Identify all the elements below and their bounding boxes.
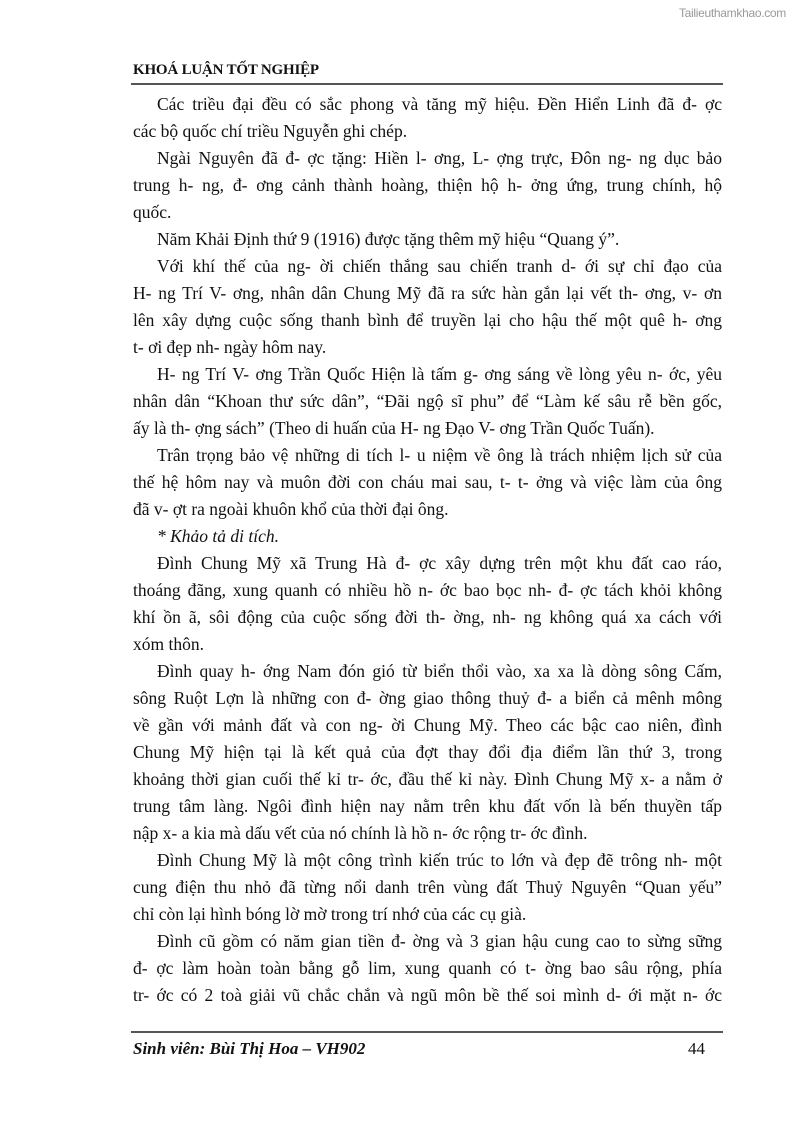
text-line: thoáng đãng, xung quanh có nhiều hồ n- ớc bao bọc nh- đ- ợc tách khỏi không xyxy=(133,580,722,600)
text-line: Các triều đại đều có sắc phong và tăng mỹ hiệu. Đền Hiển Linh đã đ- ợc xyxy=(157,94,722,114)
text-line: thế hệ hôm nay và muôn đời con cháu mai sau, t- t- ởng và việc làm của ông xyxy=(133,472,722,492)
footer-divider xyxy=(131,1031,723,1033)
text-line: Đình quay h- ớng Nam đón gió từ biển thổi vào, xa xa là dòng sông Cấm, xyxy=(157,661,722,681)
paragraph xyxy=(133,442,722,523)
text-line: trung h- ng, đ- ơng cảnh thành hoàng, thiện hộ h- ởng ứng, trung chính, hộ xyxy=(133,175,722,195)
text-line: Trân trọng bảo vệ những di tích l- u niệm về ông là trách nhiệm lịch sử của xyxy=(157,445,722,465)
watermark: Tailieuthamkhao.com xyxy=(678,6,786,20)
text-line: tr- ớc có 2 toà giải vũ chắc chắn và ngũ môn bề thế soi mình d- ới mặt n- ớc xyxy=(133,985,722,1005)
text-line: Chung Mỹ hiện tại là kết quả của đợt thay đổi địa điểm lần thứ 3, trong xyxy=(133,742,722,762)
text-line: Đình cũ gồm có năm gian tiền đ- ờng và 3 gian hậu cung cao to sừng sững xyxy=(157,931,722,951)
text-line: chỉ còn lại hình bóng lờ mờ trong trí nhớ của các cụ già. xyxy=(133,904,527,924)
paragraph xyxy=(133,145,722,226)
text-line: sông Ruột Lợn là những con đ- ờng giao thông thuỷ đ- a biển cả mênh mông xyxy=(133,688,722,708)
text-line: Năm Khải Định thứ 9 (1916) được tặng thêm mỹ hiệu “Quang ý”. xyxy=(157,229,620,249)
text-line: cung điện thu nhỏ đã từng nổi danh trên vùng đất Thuỷ Nguyên “Quan yếu” xyxy=(133,877,722,897)
footer-student: Sinh viên: Bùi Thị Hoa – VH902 xyxy=(133,1039,366,1058)
document-header: KHOÁ LUẬN TỐT NGHIỆP xyxy=(133,62,319,78)
text-line: trung tâm làng. Ngôi đình hiện nay nằm trên khu đất vốn là bến thuyền tấp xyxy=(133,796,722,816)
paragraph xyxy=(133,847,722,928)
text-line: ấy là th- ợng sách” (Theo di huấn của H- ng Đạo V- ơng Trần Quốc Tuấn). xyxy=(133,418,655,438)
paragraph xyxy=(133,226,722,253)
text-line: t- ơi đẹp nh- ngày hôm nay. xyxy=(133,337,327,357)
text-line: Ngài Nguyên đã đ- ợc tặng: Hiền l- ơng, L- ợng trực, Đôn ng- ng dục bảo xyxy=(157,148,722,168)
text-line: H- ng Trí V- ơng, nhân dân Chung Mỹ đã ra sức hàn gắn lại vết th- ơng, v- ơn xyxy=(133,283,722,303)
text-line: đ- ợc làm hoàn toàn bằng gỗ lim, xung quanh có t- ờng bao sâu rộng, phía xyxy=(133,958,722,978)
paragraph xyxy=(133,523,722,550)
text-line: H- ng Trí V- ơng Trần Quốc Hiện là tấm g- ơng sáng về lòng yêu n- ớc, yêu xyxy=(157,364,722,384)
text-line: khí ồn ã, sôi động của cuộc sống đời th- ờng, nh- ng không quá xa cách với xyxy=(133,607,722,627)
text-line: xóm thôn. xyxy=(133,634,204,654)
text-line: các bộ quốc chí triều Nguyễn ghi chép. xyxy=(133,121,408,141)
text-line: Với khí thế của ng- ời chiến thắng sau chiến tranh d- ới sự chỉ đạo của xyxy=(157,256,722,276)
text-line: * Khảo tả di tích. xyxy=(157,526,280,546)
page-number: 44 xyxy=(688,1039,705,1058)
text-line: nập x- a kia mà dấu vết của nó chính là hồ n- ớc rộng tr- ớc đình. xyxy=(133,823,588,843)
text-line: Đình Chung Mỹ là một công trình kiến trúc to lớn và đẹp đẽ trông nh- một xyxy=(157,850,722,870)
paragraph xyxy=(133,91,722,145)
text-line: khoảng thời gian cuối thế kỉ tr- ớc, đầu thế kỉ này. Đình Chung Mỹ x- a nằm ở xyxy=(133,769,722,789)
text-line: về gần với mảnh đất và con ng- ời Chung Mỹ. Theo các bậc cao niên, đình xyxy=(133,715,722,735)
text-line: lên xây dựng cuộc sống thanh bình để truyền lại cho hậu thế một quê h- ơng xyxy=(133,310,722,330)
paragraph xyxy=(133,658,722,847)
text-line: quốc. xyxy=(133,202,172,222)
paragraph xyxy=(133,550,722,658)
text-line: Đình Chung Mỹ xã Trung Hà đ- ợc xây dựng trên một khu đất cao ráo, xyxy=(157,553,722,573)
text-line: đã v- ợt ra ngoài khuôn khổ của thời đại ông. xyxy=(133,499,449,519)
paragraph xyxy=(133,361,722,442)
text-line: nhân dân “Khoan thư sức dân”, “Đãi ngộ sĩ phu” để “Làm kế sâu rễ bền gốc, xyxy=(133,391,722,411)
header-divider xyxy=(131,83,723,85)
paragraph xyxy=(133,928,722,1009)
document-body xyxy=(133,91,722,1009)
paragraph xyxy=(133,253,722,361)
